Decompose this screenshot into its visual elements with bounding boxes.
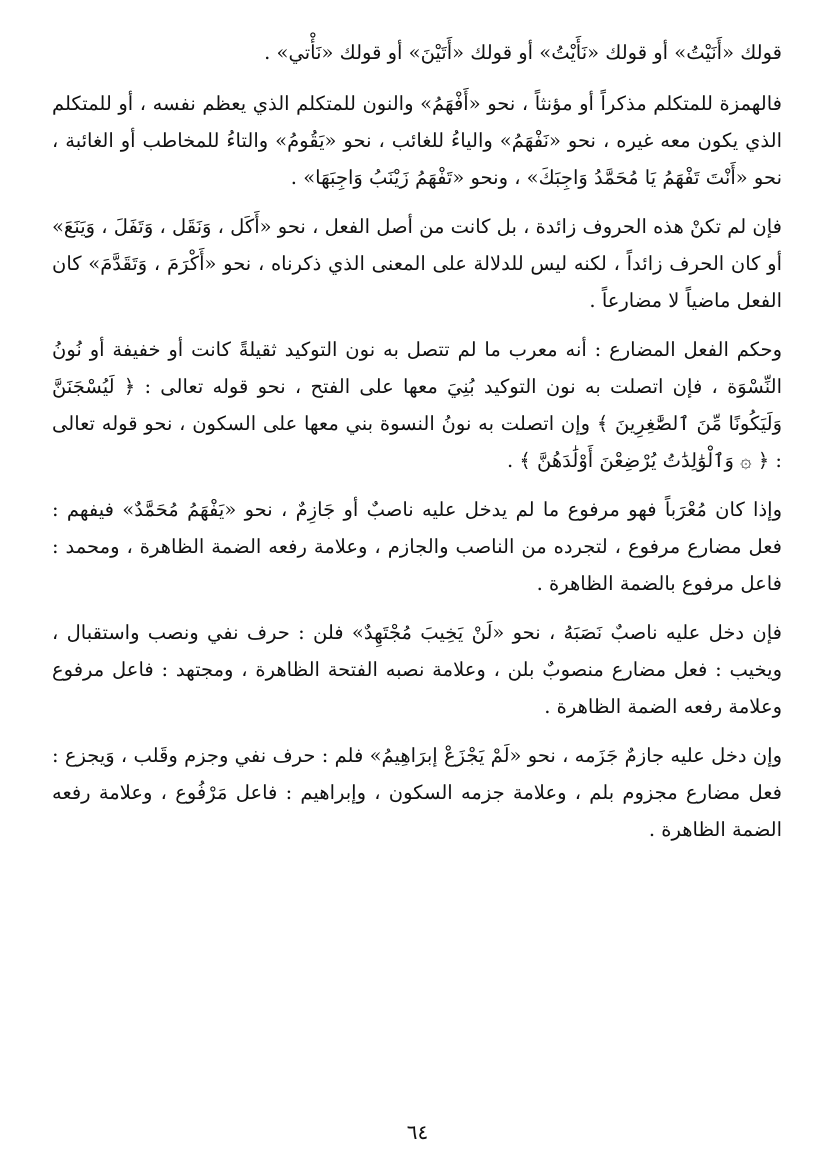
paragraph-3: فإن لم تكنْ هذه الحروف زائدة ، بل كانت من أصل الفعل ، نحو «أَكَل ، وَنَقَل ، وَتَفَلَ ، وَيَنَعَ» أو كان الحرف زائداً ، لكنه ليس للدلالة على المعنى الذي ذكرناه ، نحو «أَكْرَمَ ، وَتَقَدَّمَ» كان الفعل ماضياً لا مضارعاً . bbox=[52, 215, 782, 312]
paragraph-2: فالهمزة للمتكلم مذكراً أو مؤنثاً ، نحو «أَفْهَمُ» والنون للمتكلم الذي يعظم نفسه ، أو للمتكلم الذي يكون معه غيره ، نحو «نَفْهَمُ» والياءُ للغائب ، نحو «يَقُومُ» والتاءُ للمخاطب أو الغائبة ، نحو «أَنْتَ تَفْهَمُ يَا مُحَمَّدُ وَاجِبَكَ» ، ونحو «تَفْهَمُ زَيْنَبُ وَاجِبَهَا» . bbox=[52, 92, 782, 189]
paragraph-5: وإذا كان مُعْرَباً فهو مرفوع ما لم يدخل عليه ناصبٌ أو جَازِمٌ ، نحو «يَفْهَمُ مُحَمَّدٌ» فيفهم : فعل مضارع مرفوع ، لتجرده من الناصب والجازم ، وعلامة رفعه الضمة الظاهرة ، ومحمد : فاعل مرفوع بالضمة الظاهرة . bbox=[52, 498, 782, 595]
paragraph-1: قولك «أَنَيْتُ» أو قولك «نَأَيْتُ» أو قولك «أَتَيْنَ» أو قولك «نَأْتي» . bbox=[264, 41, 782, 64]
paragraph-7: وإن دخل عليه جازمٌ جَزَمه ، نحو «لَمْ يَجْزَعْ إبرَاهِيمُ» فلم : حرف نفي وجزم وقَلب ، وَيجزع : فعل مضارع مجزوم بلم ، وعلامة جزمه السكون ، وإبراهيم : فاعل مَرْفُوع ، وعلامة رفعه الضمة الظاهرة . bbox=[52, 744, 782, 841]
paragraph-6: فإن دخل عليه ناصبٌ نَصَبَهُ ، نحو «لَنْ يَخِيبَ مُجْتَهِدٌ» فلن : حرف نفي ونصب واستقبال ، ويخيب : فعل مضارع منصوبٌ بلن ، وعلامة نصبه الفتحة الظاهرة ، ومجتهد : فاعل مرفوع وعلامة رفعه الضمة الظاهرة . bbox=[52, 621, 782, 718]
page-body bbox=[52, 34, 782, 860]
page-number: ٦٤ bbox=[406, 1120, 429, 1144]
paragraph-4: وحكم الفعل المضارع : أنه معرب ما لم تتصل به نون التوكيد ثقيلةً كانت أو خفيفة أو نُونُ النِّسْوَة ، فإن اتصلت به نون التوكيد بُنِيَ معها على الفتح ، نحو قوله تعالى : ﴿ لَيُسْجَنَنَّ وَلَيَكُونًا مِّنَ ٱلصَّٰغِرِينَ ﴾ وإن اتصلت به نونُ النسوة بني معها على السكون ، نحو قوله تعالى : ﴿ ۞ وَٱلْوَٰلِدَٰتُ يُرْضِعْنَ أَوْلَٰدَهُنَّ ﴾ . bbox=[52, 338, 782, 472]
